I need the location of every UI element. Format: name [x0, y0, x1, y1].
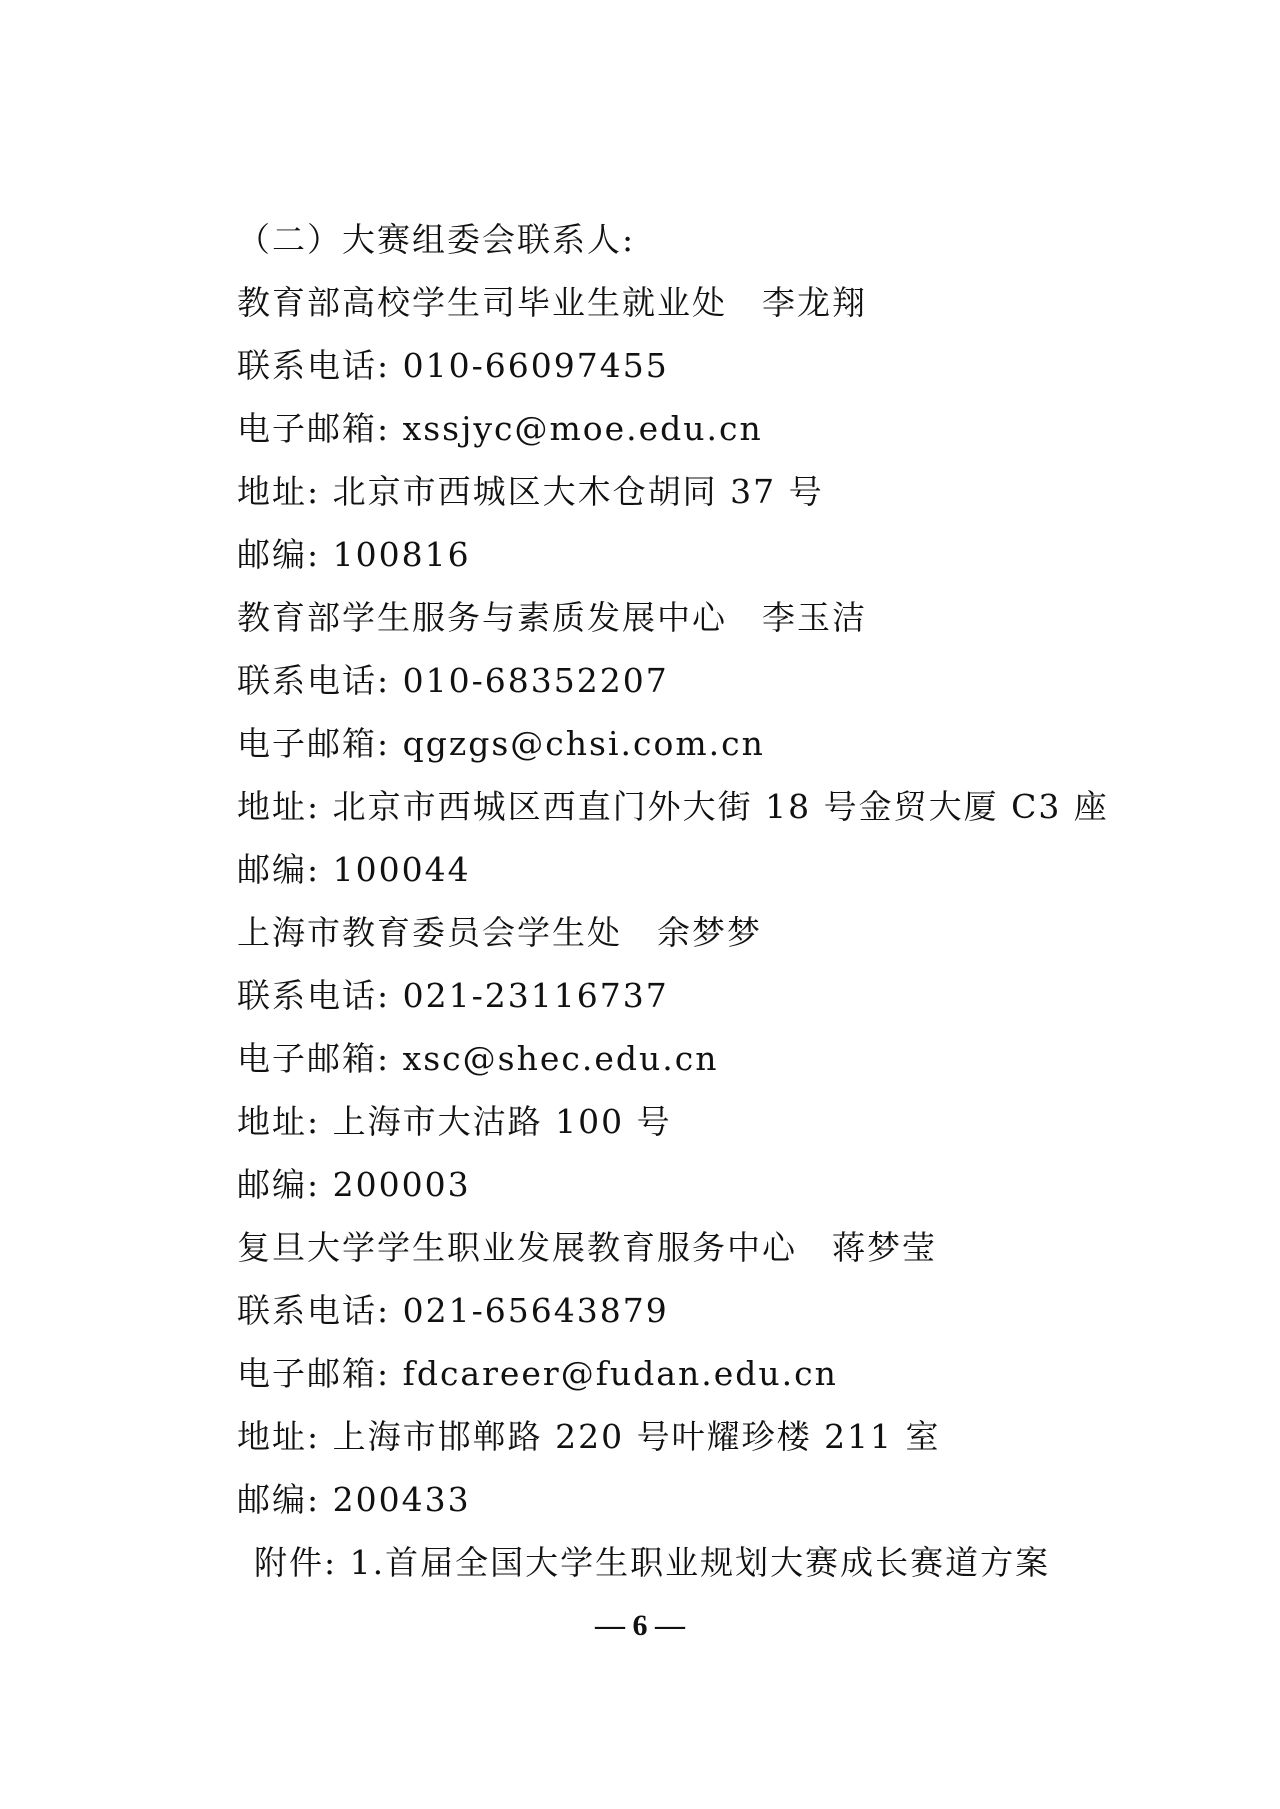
contact-postcode: 邮编: 200433	[237, 1480, 471, 1519]
attachment-line: 附件: 1.首届全国大学生职业规划大赛成长赛道方案	[254, 1543, 1051, 1582]
contact-phone: 联系电话: 010-66097455	[237, 346, 669, 385]
contact-email: 电子邮箱: xssjyc@moe.edu.cn	[237, 409, 763, 448]
contact-postcode: 邮编: 100044	[237, 850, 471, 889]
contact-name: 复旦大学学生职业发展教育服务中心 蒋梦莹	[237, 1228, 937, 1267]
contact-phone: 联系电话: 021-65643879	[237, 1291, 669, 1330]
contact-name: 教育部高校学生司毕业生就业处 李龙翔	[237, 283, 867, 322]
contact-email: 电子邮箱: qgzgs@chsi.com.cn	[237, 724, 765, 763]
contact-name: 教育部学生服务与素质发展中心 李玉洁	[237, 598, 867, 637]
contact-address: 地址: 上海市邯郸路 220 号叶耀珍楼 211 室	[237, 1417, 941, 1456]
contact-section	[237, 208, 1117, 1594]
contact-email: 电子邮箱: fdcareer@fudan.edu.cn	[237, 1354, 838, 1393]
section-heading: （二）大赛组委会联系人:	[237, 220, 636, 259]
contact-phone: 联系电话: 021-23116737	[237, 976, 669, 1015]
contact-postcode: 邮编: 200003	[237, 1165, 471, 1204]
contact-postcode: 邮编: 100816	[237, 535, 471, 574]
contact-email: 电子邮箱: xsc@shec.edu.cn	[237, 1039, 719, 1078]
contact-name: 上海市教育委员会学生处 余梦梦	[237, 913, 762, 952]
contact-address: 地址: 北京市西城区大木仓胡同 37 号	[237, 472, 824, 511]
contact-phone: 联系电话: 010-68352207	[237, 661, 669, 700]
contact-address: 地址: 上海市大沽路 100 号	[237, 1102, 672, 1141]
page-number: — 6 —	[595, 1609, 685, 1642]
contact-address: 地址: 北京市西城区西直门外大街 18 号金贸大厦 C3 座	[237, 787, 1109, 826]
